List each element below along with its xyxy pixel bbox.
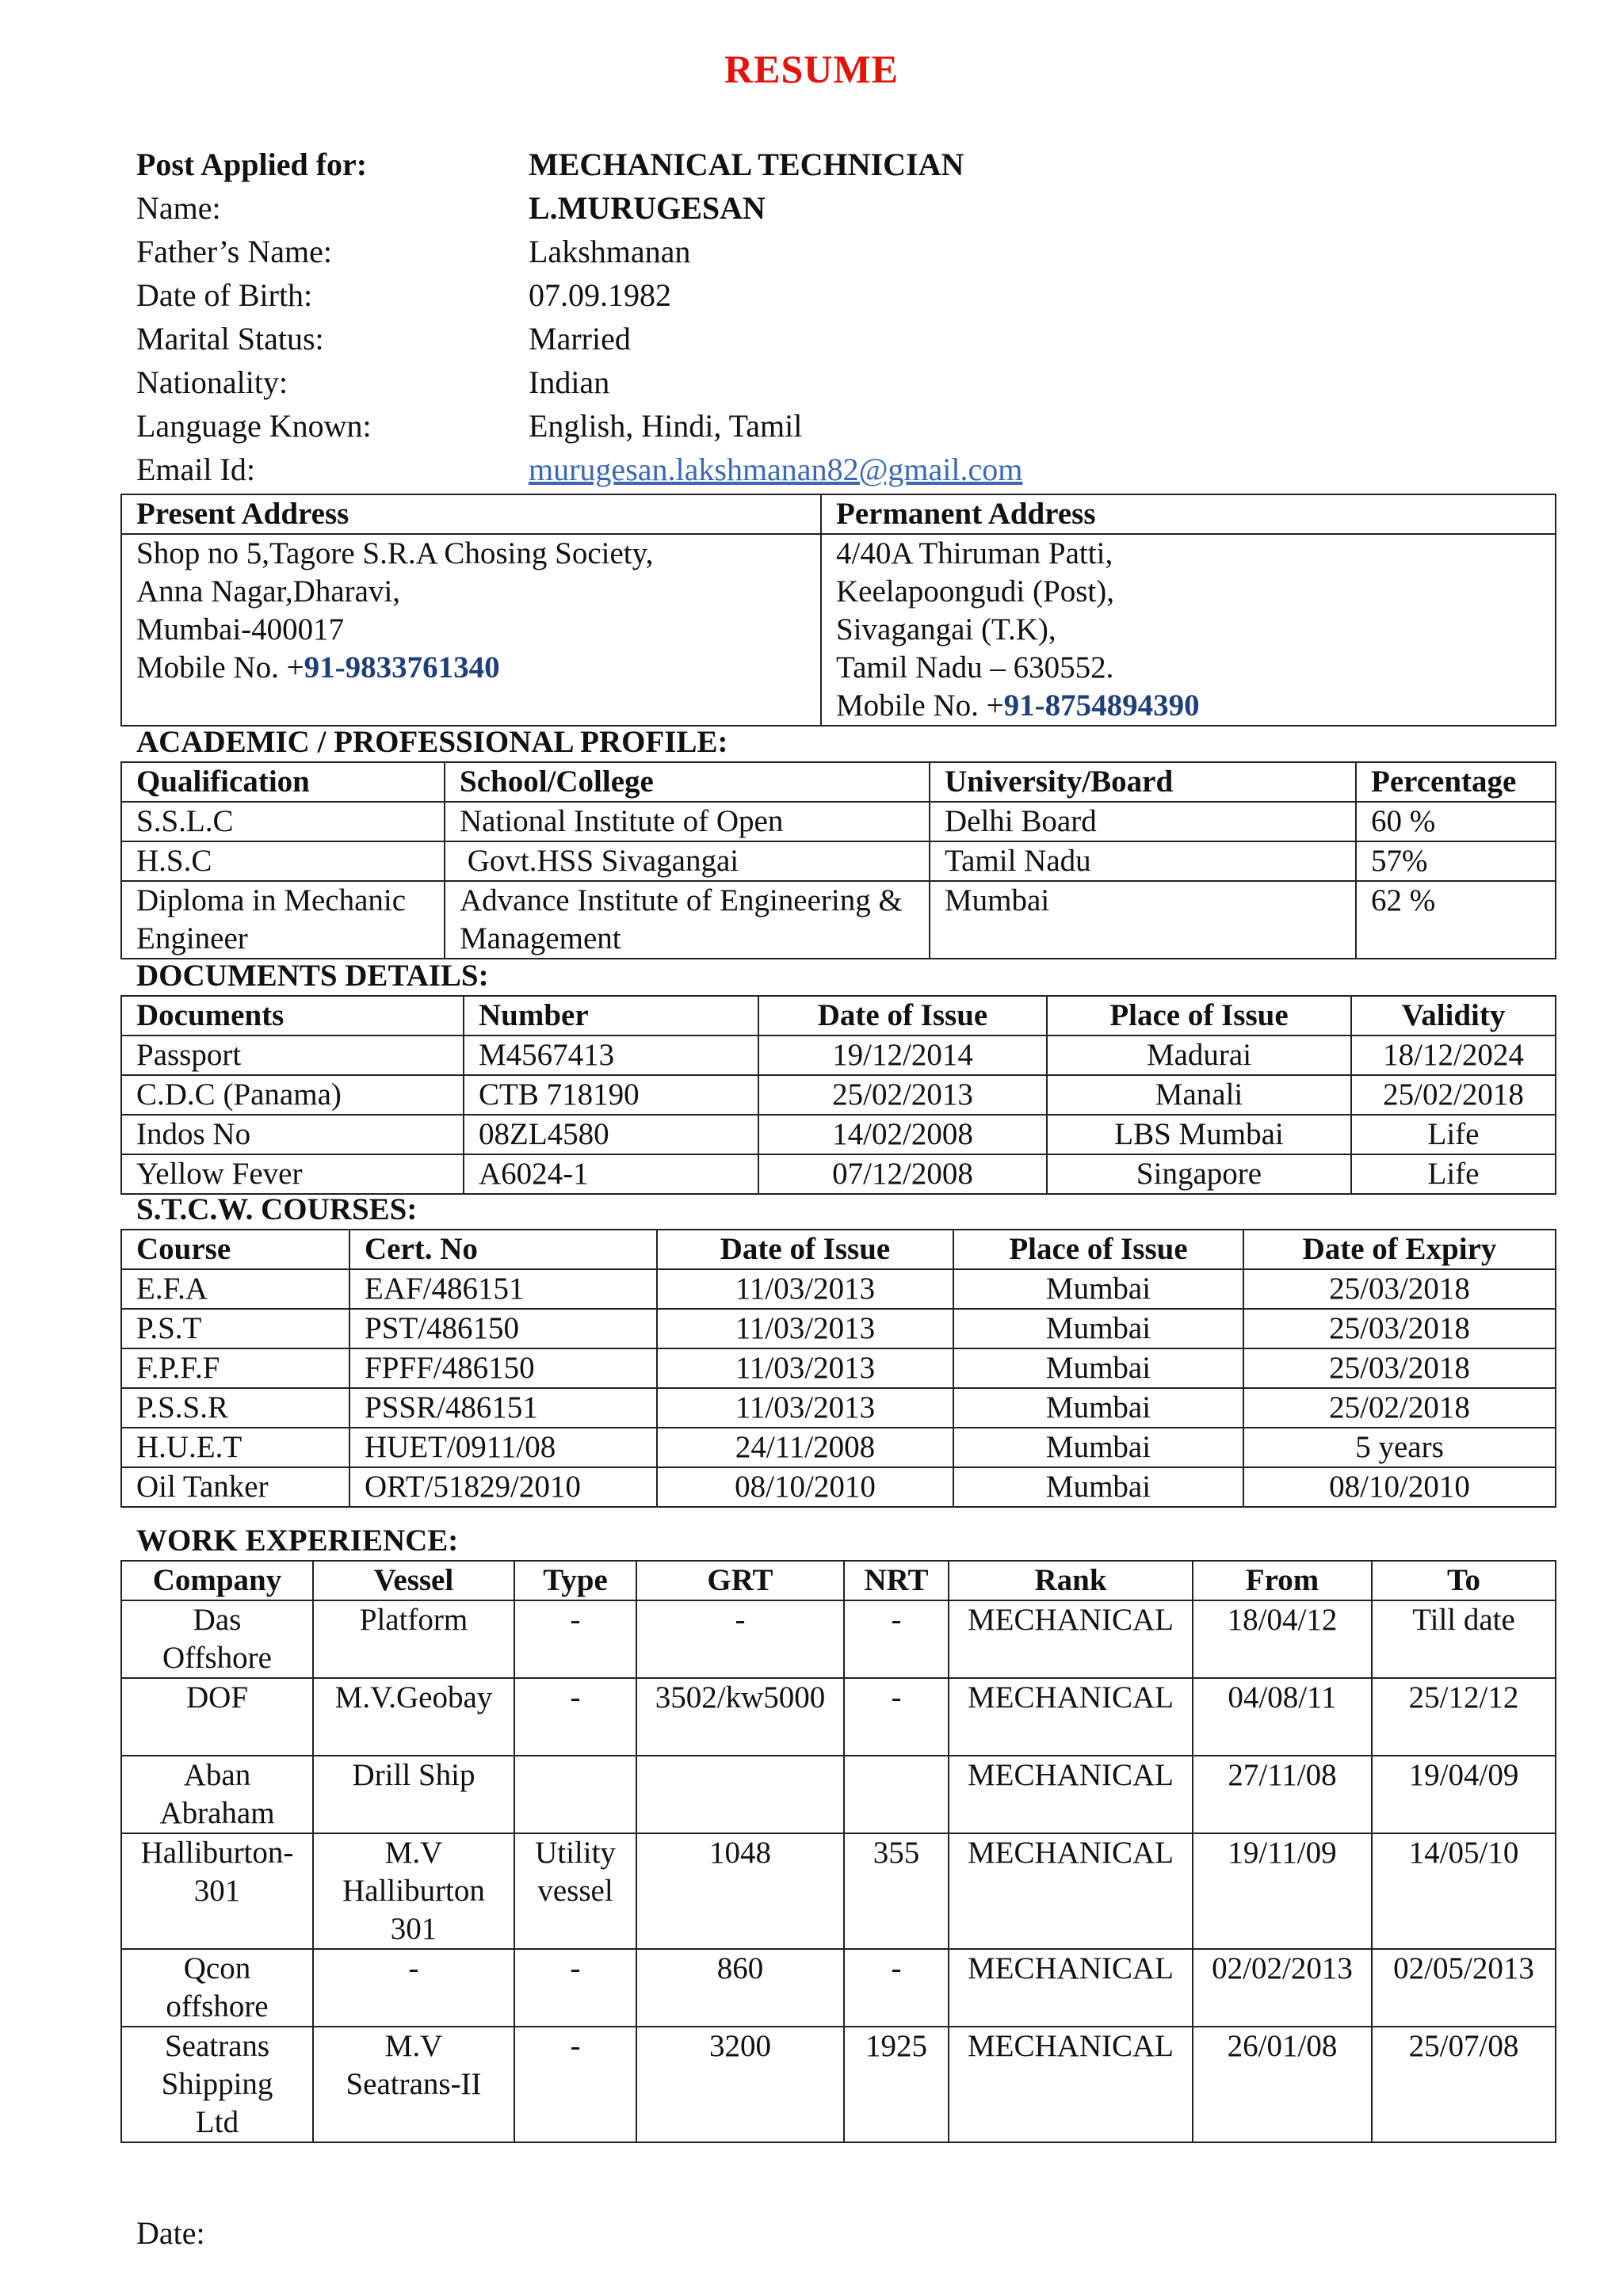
documents-header: Date of Issue	[758, 996, 1047, 1035]
table-cell: P.S.T	[121, 1309, 349, 1348]
table-cell: Mumbai	[953, 1467, 1243, 1507]
table-cell: ORT/51829/2010	[349, 1467, 657, 1507]
table-cell: MECHANICAL	[949, 1833, 1193, 1949]
table-cell: 11/03/2013	[657, 1388, 953, 1428]
table-cell: 860	[636, 1949, 844, 2027]
table-row	[121, 1678, 1556, 1756]
work-header: Rank	[949, 1561, 1193, 1600]
table-row	[121, 1115, 1556, 1154]
present-mobile-number: 91-9833761340	[304, 650, 500, 685]
table-cell: 08/10/2010	[657, 1467, 953, 1507]
table-cell: -	[313, 1949, 514, 2027]
table-cell: -	[514, 2027, 636, 2142]
stcw-header: Course	[121, 1230, 349, 1269]
table-cell: M.V Seatrans-II	[313, 2027, 514, 2142]
table-cell: 25/02/2018	[1243, 1388, 1556, 1428]
dob-row	[136, 273, 1022, 317]
table-cell: 25/03/2018	[1243, 1348, 1556, 1388]
table-cell: 18/04/12	[1193, 1600, 1372, 1678]
table-cell	[636, 1756, 844, 1833]
work-header-row	[121, 1561, 1556, 1600]
table-cell: 60 %	[1356, 802, 1556, 841]
post-row	[136, 143, 1022, 186]
table-row	[121, 1949, 1556, 2027]
academic-header: School/College	[445, 762, 930, 802]
language-label: Language Known:	[136, 408, 372, 444]
table-cell: Oil Tanker	[121, 1467, 349, 1507]
table-cell: MECHANICAL	[949, 1756, 1193, 1833]
page-title: RESUME	[724, 47, 899, 91]
documents-table	[120, 995, 1556, 1195]
stcw-header: Place of Issue	[953, 1230, 1243, 1269]
work-header: Type	[514, 1561, 636, 1600]
work-header: To	[1372, 1561, 1556, 1600]
work-header: Vessel	[313, 1561, 514, 1600]
table-cell: Life	[1351, 1115, 1556, 1154]
table-cell: Madurai	[1047, 1035, 1351, 1075]
table-cell: 26/01/08	[1193, 2027, 1372, 2142]
table-row	[121, 1756, 1556, 1833]
table-cell: Govt.HSS Sivagangai	[445, 841, 930, 881]
table-cell: Mumbai	[953, 1309, 1243, 1348]
table-cell: 355	[844, 1833, 949, 1949]
marital-row	[136, 317, 1022, 360]
table-cell: H.S.C	[121, 841, 445, 881]
present-address-header: Present Address	[121, 494, 821, 534]
stcw-header-row	[121, 1230, 1556, 1269]
table-cell: MECHANICAL	[949, 1678, 1193, 1756]
work-heading: WORK EXPERIENCE:	[136, 1524, 459, 1558]
father-label: Father’s Name:	[136, 234, 332, 269]
post-label: Post Applied for:	[136, 147, 368, 182]
table-row	[121, 1348, 1556, 1388]
table-cell: Aban Abraham	[121, 1756, 313, 1833]
table-cell: Passport	[121, 1035, 464, 1075]
work-header: GRT	[636, 1561, 844, 1600]
stcw-header: Date of Issue	[657, 1230, 953, 1269]
permanent-mobile-number: 91-8754894390	[1003, 688, 1200, 723]
present-address-line: Anna Nagar,Dharavi,	[136, 574, 401, 608]
table-cell: 25/02/2018	[1351, 1075, 1556, 1115]
table-row	[121, 802, 1556, 841]
documents-header: Documents	[121, 996, 464, 1035]
email-link[interactable]: murugesan.lakshmanan82@gmail.com	[529, 452, 1023, 487]
table-row	[121, 1309, 1556, 1348]
address-body-row	[121, 534, 1556, 726]
table-cell: Indos No	[121, 1115, 464, 1154]
table-cell: Advance Institute of Engineering & Management	[445, 881, 930, 959]
table-cell: 62 %	[1356, 881, 1556, 959]
table-cell: 04/08/11	[1193, 1678, 1372, 1756]
table-cell: 25/12/12	[1372, 1678, 1556, 1756]
table-cell: 11/03/2013	[657, 1309, 953, 1348]
nationality-label: Nationality:	[136, 364, 288, 400]
table-cell: M4567413	[464, 1035, 758, 1075]
table-cell: DOF	[121, 1678, 313, 1756]
email-row	[136, 448, 1022, 491]
father-row	[136, 230, 1022, 273]
present-address-line: Mumbai-400017	[136, 612, 345, 646]
permanent-address-line: Tamil Nadu – 630552.	[836, 650, 1114, 685]
table-cell: 11/03/2013	[657, 1348, 953, 1388]
table-row	[121, 1428, 1556, 1467]
table-cell: F.P.F.F	[121, 1348, 349, 1388]
table-cell: PST/486150	[349, 1309, 657, 1348]
dob-value: 07.09.1982	[529, 277, 671, 313]
email-label: Email Id:	[136, 452, 255, 487]
stcw-table	[120, 1229, 1556, 1508]
table-cell: -	[514, 1678, 636, 1756]
table-row	[121, 1600, 1556, 1678]
table-cell: P.S.S.R	[121, 1388, 349, 1428]
table-cell: S.S.L.C	[121, 802, 445, 841]
table-cell: Manali	[1047, 1075, 1351, 1115]
table-cell: H.U.E.T	[121, 1428, 349, 1467]
work-header: Company	[121, 1561, 313, 1600]
table-cell: 3200	[636, 2027, 844, 2142]
table-cell: Das Offshore	[121, 1600, 313, 1678]
table-cell: 08/10/2010	[1243, 1467, 1556, 1507]
present-address-line: Shop no 5,Tagore S.R.A Chosing Society,	[136, 536, 654, 570]
academic-table	[120, 761, 1556, 959]
table-cell: Mumbai	[953, 1348, 1243, 1388]
table-cell: A6024-1	[464, 1154, 758, 1194]
marital-value: Married	[529, 321, 631, 357]
table-cell: -	[514, 1600, 636, 1678]
permanent-mobile	[836, 687, 1541, 725]
table-cell	[514, 1756, 636, 1833]
academic-header: Qualification	[121, 762, 445, 802]
address-table	[120, 494, 1556, 727]
table-row	[121, 1388, 1556, 1428]
table-cell: M.V Halliburton 301	[313, 1833, 514, 1949]
table-cell: 19/12/2014	[758, 1035, 1047, 1075]
language-value: English, Hindi, Tamil	[529, 408, 803, 444]
table-cell: 11/03/2013	[657, 1269, 953, 1309]
table-cell: 24/11/2008	[657, 1428, 953, 1467]
table-row	[121, 841, 1556, 881]
name-row	[136, 186, 1022, 230]
table-cell: -	[844, 1678, 949, 1756]
table-cell: -	[636, 1600, 844, 1678]
table-cell: CTB 718190	[464, 1075, 758, 1115]
table-cell: PSSR/486151	[349, 1388, 657, 1428]
table-cell: 14/02/2008	[758, 1115, 1047, 1154]
table-cell: E.F.A	[121, 1269, 349, 1309]
permanent-address-cell	[821, 534, 1556, 726]
table-row	[121, 1269, 1556, 1309]
table-cell: Delhi Board	[930, 802, 1356, 841]
table-cell: 1925	[844, 2027, 949, 2142]
table-cell: LBS Mumbai	[1047, 1115, 1351, 1154]
nationality-row	[136, 360, 1022, 404]
stcw-header: Date of Expiry	[1243, 1230, 1556, 1269]
table-cell: Tamil Nadu	[930, 841, 1356, 881]
table-cell: 1048	[636, 1833, 844, 1949]
table-cell: Mumbai	[953, 1269, 1243, 1309]
stcw-header: Cert. No	[349, 1230, 657, 1269]
name-value: L.MURUGESAN	[529, 190, 766, 226]
table-cell: FPFF/486150	[349, 1348, 657, 1388]
documents-header: Number	[464, 996, 758, 1035]
table-cell: M.V.Geobay	[313, 1678, 514, 1756]
table-cell: 5 years	[1243, 1428, 1556, 1467]
table-cell: Mumbai	[930, 881, 1356, 959]
name-label: Name:	[136, 190, 221, 226]
documents-heading: DOCUMENTS DETAILS:	[136, 959, 489, 993]
dob-label: Date of Birth:	[136, 277, 313, 313]
table-cell: MECHANICAL	[949, 2027, 1193, 2142]
permanent-address-header: Permanent Address	[821, 494, 1556, 534]
table-cell	[844, 1756, 949, 1833]
table-row	[121, 881, 1556, 959]
table-cell: 19/04/09	[1372, 1756, 1556, 1833]
stcw-heading: S.T.C.W. COURSES:	[136, 1192, 418, 1226]
table-cell: MECHANICAL	[949, 1949, 1193, 2027]
table-cell: Diploma in Mechanic Engineer	[121, 881, 445, 959]
table-cell: Till date	[1372, 1600, 1556, 1678]
work-header: From	[1193, 1561, 1372, 1600]
table-row	[121, 1075, 1556, 1115]
table-cell: 14/05/10	[1372, 1833, 1556, 1949]
work-header: NRT	[844, 1561, 949, 1600]
table-cell: Yellow Fever	[121, 1154, 464, 1194]
father-value: Lakshmanan	[529, 234, 691, 269]
table-cell: -	[844, 1949, 949, 2027]
table-cell: National Institute of Open	[445, 802, 930, 841]
documents-header-row	[121, 996, 1556, 1035]
permanent-address-line: Keelapoongudi (Post),	[836, 574, 1114, 608]
table-cell: HUET/0911/08	[349, 1428, 657, 1467]
table-cell: 27/11/08	[1193, 1756, 1372, 1833]
permanent-address-line: 4/40A Thiruman Patti,	[836, 536, 1113, 570]
table-cell: Mumbai	[953, 1428, 1243, 1467]
permanent-address-line: Sivagangai (T.K),	[836, 612, 1056, 646]
table-cell: 3502/kw5000	[636, 1678, 844, 1756]
table-cell: 07/12/2008	[758, 1154, 1047, 1194]
personal-info	[136, 143, 1022, 491]
table-cell: C.D.C (Panama)	[121, 1075, 464, 1115]
academic-header: University/Board	[930, 762, 1356, 802]
table-cell: 18/12/2024	[1351, 1035, 1556, 1075]
address-header-row	[121, 494, 1556, 534]
table-cell: 02/02/2013	[1193, 1949, 1372, 2027]
academic-header-row	[121, 762, 1556, 802]
table-row	[121, 1833, 1556, 1949]
table-cell: Utility vessel	[514, 1833, 636, 1949]
table-row	[121, 1467, 1556, 1507]
documents-header: Validity	[1351, 996, 1556, 1035]
table-cell: 25/02/2013	[758, 1075, 1047, 1115]
table-cell: MECHANICAL	[949, 1600, 1193, 1678]
table-cell: Singapore	[1047, 1154, 1351, 1194]
present-mobile	[136, 649, 806, 687]
table-cell: Qcon offshore	[121, 1949, 313, 2027]
date-label: Date:	[136, 2215, 205, 2251]
table-cell: Seatrans Shipping Ltd	[121, 2027, 313, 2142]
table-cell: Halliburton-301	[121, 1833, 313, 1949]
table-row	[121, 1035, 1556, 1075]
table-cell: 25/07/08	[1372, 2027, 1556, 2142]
table-row	[121, 1154, 1556, 1194]
table-cell: 25/03/2018	[1243, 1269, 1556, 1309]
table-cell: -	[514, 1949, 636, 2027]
academic-heading: ACADEMIC / PROFESSIONAL PROFILE:	[136, 725, 728, 759]
table-cell: 02/05/2013	[1372, 1949, 1556, 2027]
table-cell: 57%	[1356, 841, 1556, 881]
nationality-value: Indian	[529, 364, 610, 400]
post-value: MECHANICAL TECHNICIAN	[529, 147, 964, 182]
permanent-mobile-label: Mobile No. +	[836, 688, 1004, 723]
work-table	[120, 1560, 1556, 2143]
table-cell: Drill Ship	[313, 1756, 514, 1833]
language-row	[136, 404, 1022, 448]
table-cell: Life	[1351, 1154, 1556, 1194]
present-address-cell	[121, 534, 821, 726]
table-cell: Mumbai	[953, 1388, 1243, 1428]
table-cell: EAF/486151	[349, 1269, 657, 1309]
table-cell: 25/03/2018	[1243, 1309, 1556, 1348]
present-mobile-label: Mobile No. +	[136, 650, 304, 685]
documents-header: Place of Issue	[1047, 996, 1351, 1035]
academic-header: Percentage	[1356, 762, 1556, 802]
table-cell: Platform	[313, 1600, 514, 1678]
table-cell: 19/11/09	[1193, 1833, 1372, 1949]
marital-label: Marital Status:	[136, 321, 324, 357]
table-cell: 08ZL4580	[464, 1115, 758, 1154]
table-row	[121, 2027, 1556, 2142]
table-cell: -	[844, 1600, 949, 1678]
